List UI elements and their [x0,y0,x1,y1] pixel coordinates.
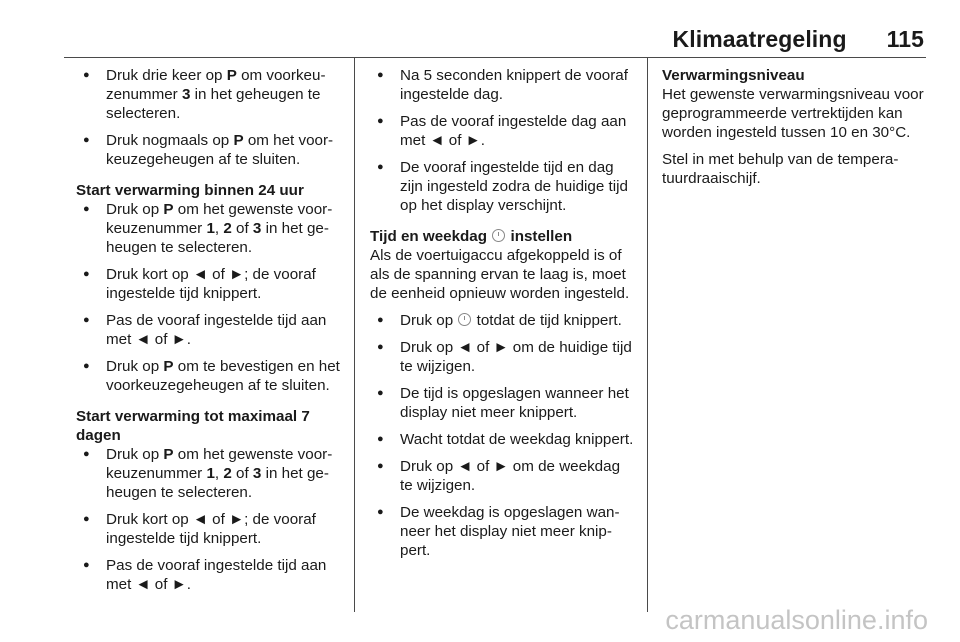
item-text: om voorkeuzenummer [106,67,326,103]
item-text: om het gewenste voorkeuzenummer [106,201,333,237]
item-text: Druk op [106,446,164,463]
list-item [76,510,342,548]
column-divider-1 [354,58,355,612]
bold-key: 1 [206,220,215,237]
column-3 [662,66,926,196]
item-text: totdat de tijd knippert. [472,312,622,329]
item-text: om het voorkeuzegeheugen af te sluiten. [106,132,334,168]
bold-key: 3 [252,465,262,482]
item-text: in het geheugen te selecteren. [106,86,321,122]
item-text: Druk kort op ◄ of ►; de vooraf ingestelde tijd knippert. [106,266,316,302]
item-text: om te bevestigen en het voorkeuzegeheugen af te sluiten. [106,358,340,394]
bold-key: 1 [206,465,215,482]
list-item [370,311,634,330]
heading-text: instellen [506,228,573,245]
list-time [370,311,634,560]
paragraph: Als de voertuigaccu afgekoppeld is of als de spanning ervan te laag is, moet de eenheid opnieuw worden ingesteld. [370,247,630,302]
bold-key: P [233,132,244,149]
heading-text: Tijd en weekdag [370,228,492,245]
column-divider-2 [647,58,648,612]
page-number: 115 [886,26,924,52]
section-heading-time [370,227,634,246]
clock-icon [458,313,471,326]
list-item: ● De tijd is opgeslagen wanneer het display niet meer knippert. [370,384,634,422]
watermark: carmanualsonline.info [665,605,928,635]
bold-key: P [163,358,174,375]
list-item [76,311,342,349]
section-heading-7d: Start verwarming tot maximaal 7 dagen [76,408,310,444]
section-heading-24h: Start verwarming binnen 24 uur [76,182,304,199]
intro-list [76,66,342,169]
item-text: Druk kort op ◄ of ►; de vooraf ingestelde tijd knippert. [106,511,316,547]
list-24h [76,200,342,395]
list-item: ● Na 5 seconden knippert de vooraf ingestelde dag. [370,66,634,104]
section-heading-level: Verwarmingsniveau [662,67,805,84]
item-text: Pas de vooraf ingestelde tijd aan met ◄ of ►. [106,312,327,348]
item-text: of [231,465,253,482]
bold-key: 2 [223,220,232,237]
item-text: Pas de vooraf ingestelde tijd aan met ◄ of ►. [106,557,327,593]
bold-key: P [163,201,174,218]
list-item [76,131,342,169]
list-7d [76,445,342,594]
column-2 [370,66,634,568]
list-item [76,357,342,395]
header-rule [64,57,926,58]
item-text: Druk nogmaals op [106,132,234,149]
page-title: Klimaatregeling [672,26,847,52]
item-text: Druk op [106,358,164,375]
item-text: Druk op [106,201,164,218]
list-item: ● Pas de vooraf ingestelde dag aan met ◄ of ►. [370,112,634,150]
list-item: ● Druk op ◄ of ► om de weekdag te wijzigen. [370,457,634,495]
clock-icon [492,229,505,242]
column-1 [76,66,342,602]
item-text: , [214,465,224,482]
list-item: ● Druk op ◄ of ► om de huidige tijd te wijzigen. [370,338,634,376]
paragraph: Stel in met behulp van de temperatuurdraaischijf. [662,151,899,187]
list-item [76,200,342,257]
list-item: ● De vooraf ingestelde tijd en dag zijn ingesteld zodra de huidige tijd op het display verschijnt. [370,158,634,215]
item-text: in het geheugen te selecteren. [106,465,329,501]
item-text: om het gewenste voorkeuzenummer [106,446,333,482]
bold-key: P [163,446,174,463]
list-item [76,265,342,303]
item-text: , [214,220,224,237]
page-header [673,26,924,53]
bold-key: 3 [252,220,262,237]
list-item: ● De weekdag is opgeslagen wanneer het display niet meer knippert. [370,503,634,560]
list-item: ● Wacht totdat de weekdag knippert. [370,430,634,449]
list-item [76,445,342,502]
bold-key: 3 [181,86,191,103]
item-text: Druk op [400,312,458,329]
paragraph: Het gewenste verwarmingsniveau voor geprogrammeerde vertrektijden kan worden ingesteld tussen 10 en 30°C. [662,86,924,141]
list-top [370,66,634,215]
list-item [76,556,342,594]
bold-key: P [226,67,237,84]
bold-key: 2 [223,465,232,482]
list-item [76,66,342,123]
item-text: of [231,220,253,237]
item-text: Druk drie keer op [106,67,227,84]
item-text: in het geheugen te selecteren. [106,220,329,256]
